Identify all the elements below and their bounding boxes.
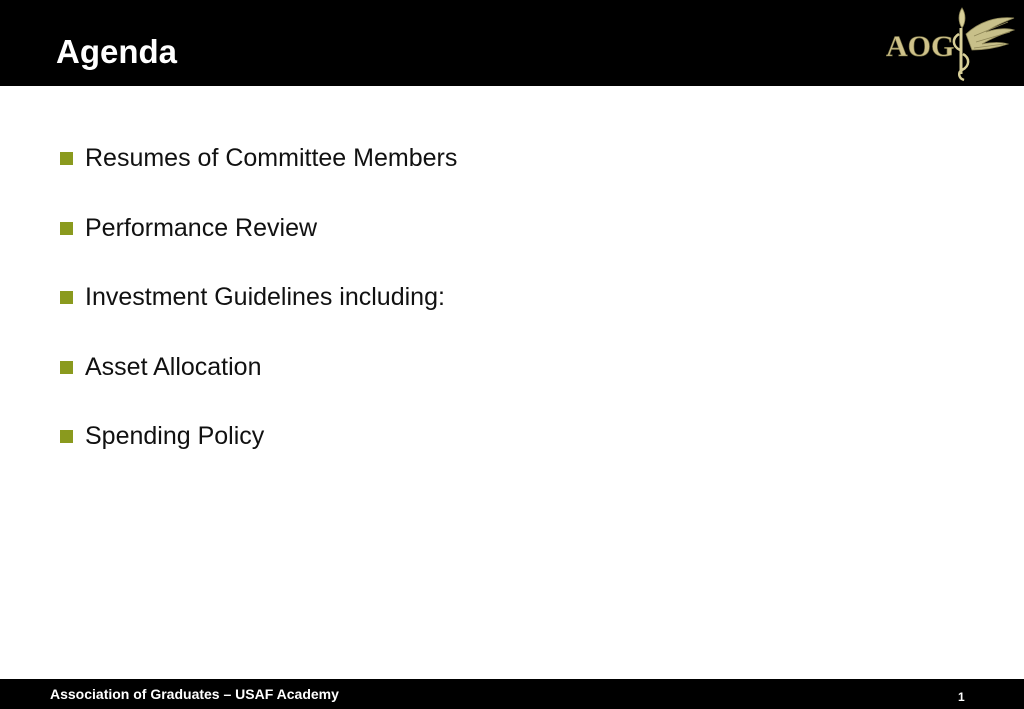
agenda-item [60, 349, 457, 386]
agenda-item [60, 140, 457, 177]
footer-bar [0, 679, 1024, 709]
square-bullet-icon [60, 152, 73, 165]
square-bullet-icon [60, 430, 73, 443]
agenda-item-label: Performance Review [85, 213, 318, 242]
agenda-item-label: Spending Policy [85, 422, 265, 450]
agenda-item-label: Resumes of Committee Members [85, 144, 458, 172]
agenda-item [60, 210, 457, 247]
header-bar [0, 0, 1024, 86]
svg-text:AOG: AOG [886, 30, 955, 63]
page-number: 1 [958, 690, 965, 704]
aog-winged-logo-icon [884, 4, 1016, 84]
square-bullet-icon [60, 222, 73, 235]
agenda-list [60, 140, 457, 488]
square-bullet-icon [60, 291, 73, 304]
agenda-item [60, 418, 457, 455]
footer-organization: Association of Graduates – USAF Academy [50, 686, 339, 702]
agenda-item-label: Investment Guidelines including: [85, 283, 445, 311]
agenda-item-label: Asset Allocation [85, 352, 262, 381]
slide-title: Agenda [56, 33, 178, 70]
square-bullet-icon [60, 361, 73, 374]
agenda-item [60, 279, 457, 316]
